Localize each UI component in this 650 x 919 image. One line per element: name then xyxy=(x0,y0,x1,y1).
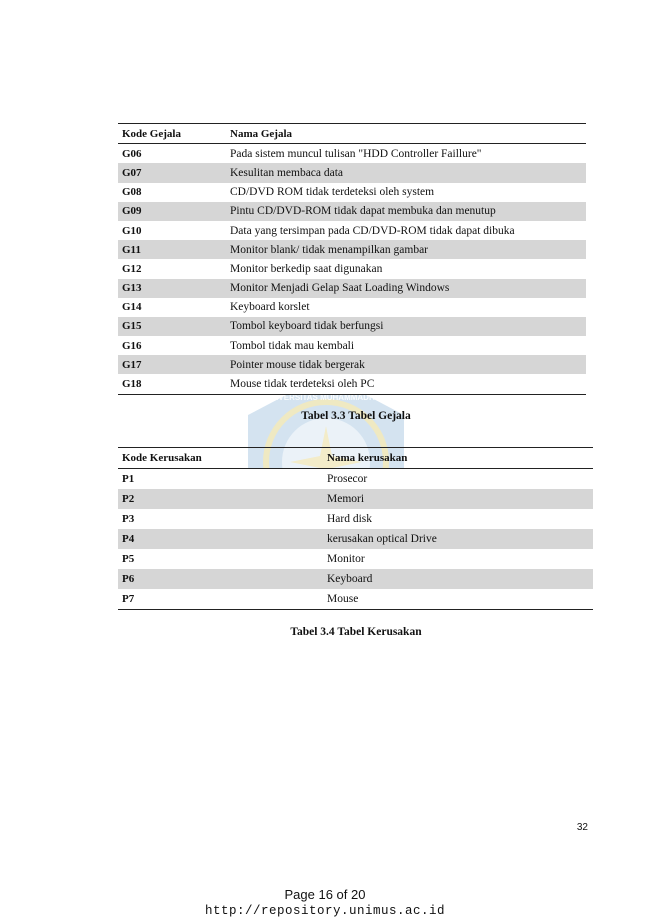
cell-code: G06 xyxy=(122,147,142,160)
cell-code: G18 xyxy=(122,378,142,391)
cell-code: G15 xyxy=(122,320,142,333)
cell-name: Monitor blank/ tidak menampilkan gambar xyxy=(230,243,429,256)
cell-name: Pada sistem muncul tulisan "HDD Controller Faillure" xyxy=(230,147,482,160)
table-row xyxy=(118,259,586,278)
table-header-row xyxy=(118,448,593,469)
cell-name: Tombol tidak mau kembali xyxy=(230,339,355,352)
cell-name: CD/DVD ROM tidak terdeteksi oleh system xyxy=(230,186,435,199)
cell-code: G07 xyxy=(122,166,142,179)
cell-name: Mouse xyxy=(327,593,359,605)
table-row xyxy=(118,469,593,490)
cell-name: Tombol keyboard tidak berfungsi xyxy=(230,320,384,333)
table-row xyxy=(118,279,586,298)
symptom-table xyxy=(118,123,586,395)
column-header-code: Kode Gejala xyxy=(122,127,181,140)
cell-code: G12 xyxy=(122,262,142,275)
table-row xyxy=(118,183,586,202)
cell-code: P6 xyxy=(122,573,135,585)
column-header-code: Kode Kerusakan xyxy=(122,452,202,464)
table-row xyxy=(118,144,586,164)
cell-code: G11 xyxy=(122,243,141,256)
cell-name: Mouse tidak terdeteksi oleh PC xyxy=(230,378,375,391)
cell-code: G17 xyxy=(122,358,142,371)
table-row xyxy=(118,529,593,549)
table-row xyxy=(118,336,586,355)
cell-name: Keyboard xyxy=(327,573,373,585)
table-row xyxy=(118,549,593,569)
table-row xyxy=(118,489,593,509)
cell-code: P5 xyxy=(122,553,135,565)
cell-code: G14 xyxy=(122,301,142,314)
cell-name: Keyboard korslet xyxy=(230,301,310,314)
cell-name: Monitor xyxy=(327,553,365,565)
cell-name: Kesulitan membaca data xyxy=(230,166,344,179)
table-row xyxy=(118,569,593,589)
damage-table xyxy=(118,447,593,610)
cell-name: Monitor berkedip saat digunakan xyxy=(230,262,383,275)
table-row xyxy=(118,240,586,259)
cell-code: P2 xyxy=(122,493,135,505)
cell-code: P7 xyxy=(122,593,135,605)
table-row xyxy=(118,509,593,529)
cell-code: P1 xyxy=(122,473,135,485)
seal-text-top: UNIVERSITAS MUHAMMADIYAH xyxy=(264,393,388,402)
table-row xyxy=(118,374,586,394)
cell-name: Monitor Menjadi Gelap Saat Loading Windows xyxy=(230,282,450,295)
page-number: 32 xyxy=(576,822,588,833)
cell-name: Memori xyxy=(327,493,365,505)
cell-code: G13 xyxy=(122,282,142,295)
footer-page-label: Page 16 of 20 xyxy=(284,887,366,902)
cell-code: G10 xyxy=(122,224,142,237)
cell-name: kerusakan optical Drive xyxy=(327,533,437,545)
table-row xyxy=(118,355,586,374)
cell-name: Data yang tersimpan pada CD/DVD-ROM tidak dapat dibuka xyxy=(230,224,515,237)
footer-url: http://repository.unimus.ac.id xyxy=(204,904,446,918)
cell-code: G09 xyxy=(122,205,142,218)
cell-name: Prosecor xyxy=(327,473,368,485)
cell-code: G08 xyxy=(122,186,142,199)
table-row xyxy=(118,163,586,182)
table-row xyxy=(118,298,586,317)
column-header-name: Nama Gejala xyxy=(230,127,293,140)
cell-name: Hard disk xyxy=(327,513,373,525)
table-row xyxy=(118,317,586,336)
table-header-row xyxy=(118,124,586,144)
cell-name: Pintu CD/DVD-ROM tidak dapat membuka dan menutup xyxy=(230,205,496,218)
seal-text-bottom: SEMARANG xyxy=(290,524,362,538)
cell-name: Pointer mouse tidak bergerak xyxy=(230,358,365,371)
table-row xyxy=(118,202,586,221)
cell-code: P4 xyxy=(122,533,135,545)
table-row xyxy=(118,221,586,240)
cell-code: G16 xyxy=(122,339,142,352)
table-caption: Tabel 3.4 Tabel Kerusakan xyxy=(290,626,422,638)
column-header-name: Nama kerusakan xyxy=(327,452,408,464)
cell-code: P3 xyxy=(122,513,135,525)
table-caption: Tabel 3.3 Tabel Gejala xyxy=(301,410,411,422)
table-row xyxy=(118,589,593,610)
